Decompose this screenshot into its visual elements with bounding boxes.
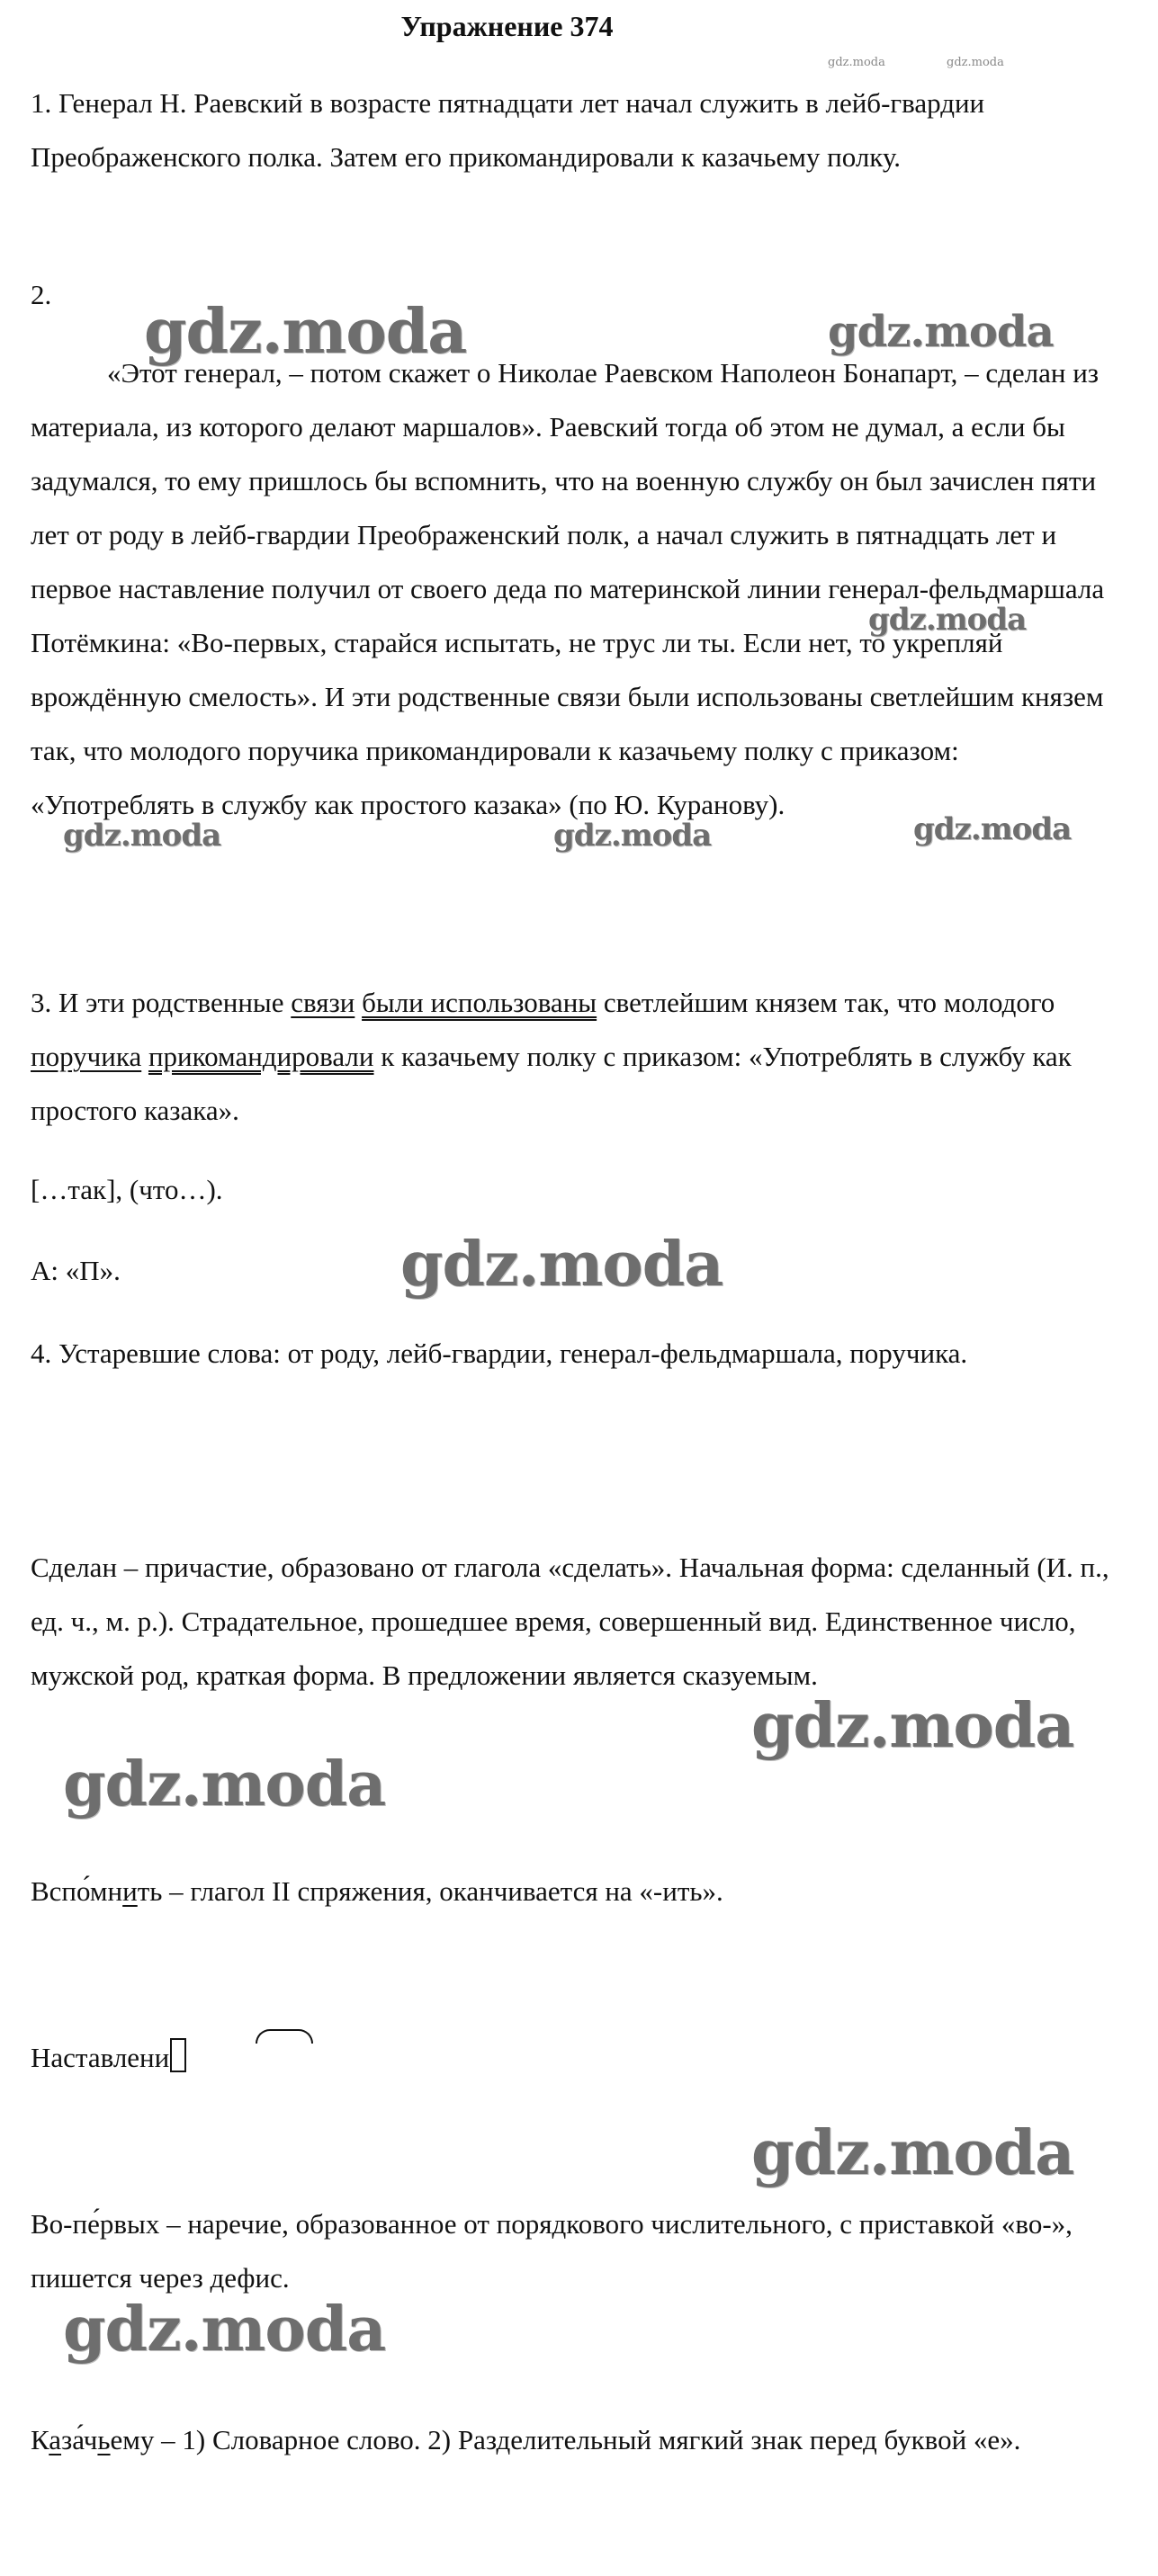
task-2-text: «Этот генерал, – потом скажет о Николае Раевском Наполеон Бонапарт, – сделан из материала, из которого делают маршалов». Раевский тогда об этом не думал, а если бы задумался, то ему пришлось бы вспомнить, что на военную службу он был зачислен пяти лет от роду в лейб-гвардии Преображенский полк, а начал служить в пятнадцать лет и первое наставление получил от своего деда по материнской линии генерал-фельдмаршала Потёмкина: «Во-первых, старайся испытать, не трус ли ты. Если нет, то укрепляй врождённую смелость». И эти родственные связи были использованы светлейшим князем так, что молодого поручика прикомандировали к казачьему полку с приказом: «Употреблять в службу как простого казака» (по Ю. Куранову). — [31, 357, 1105, 820]
watermark: gdz.moda — [63, 2294, 386, 2366]
predicate-word: прикомандировали — [148, 1041, 374, 1072]
analysis-nastavlenie — [31, 2031, 1110, 2085]
ending-box-mark — [170, 2038, 186, 2072]
watermark: gdz.moda — [751, 2117, 1074, 2189]
watermark: gdz.moda — [751, 1690, 1074, 1762]
watermark: gdz.moda — [63, 1749, 386, 1820]
analysis-kazachyemu: Каза́чьему – 1) Словарное слово. 2) Разделительный мягкий знак перед буквой «е». — [31, 2424, 1021, 2455]
watermark: gdz.moda — [553, 818, 712, 854]
watermark: gdz.moda — [828, 307, 1054, 357]
watermark: gdz.moda — [913, 811, 1072, 847]
watermark: gdz.moda — [947, 56, 1004, 69]
answer-label: А: «П». — [31, 1255, 121, 1286]
morpheme-word: Наставлени — [31, 2031, 186, 2085]
task-4-paragraph: 4. Устаревшие слова: от роду, лейб-гвардии, генерал-фельдмаршала, поручика. — [31, 1337, 968, 1369]
analysis-sdelan: Сделан – причастие, образовано от глагола «сделать». Начальная форма: сделанный (И. п., ед. ч., м. р.). Страдательное, прошедшее время, совершенный вид. Единственное число, мужской род, краткая форма. В предложении является сказуемым. — [31, 1552, 1109, 1691]
sentence-part: к казачьему полку с приказом: «Употреблять в службу как простого казака». — [31, 1041, 1072, 1126]
watermark: gdz.moda — [868, 602, 1027, 638]
ending-vowel: и — [122, 1875, 138, 1907]
sentence-scheme: […так], (что…). — [31, 1174, 223, 1205]
sentence-part: 3. И эти родственные — [31, 987, 292, 1018]
predicate-word: были использованы — [362, 987, 597, 1018]
suffix-arc-mark — [256, 2029, 313, 2044]
watermark: gdz.moda — [63, 818, 221, 854]
soft-sign-mark: ь — [97, 2424, 111, 2455]
subject-word: связи — [291, 987, 355, 1018]
subject-word: поручика — [31, 1041, 142, 1072]
analysis-vopervykh: Во-пе́рвых – наречие, образованное от порядкового числительного, с приставкой «во-», пишется через дефис. — [31, 2208, 1073, 2294]
watermark: gdz.moda — [144, 296, 467, 368]
watermark: gdz.moda — [828, 56, 885, 69]
page-title: Упражнение 374 — [400, 10, 614, 42]
task-2-number: 2. — [31, 279, 52, 310]
vowel-mark: а — [49, 2424, 62, 2455]
watermark: gdz.moda — [400, 1229, 723, 1301]
analysis-vspomnit: Вспо́мнить – глагол II спряжения, оканчивается на «-ить». — [31, 1875, 723, 1907]
task-1-paragraph: 1. Генерал Н. Раевский в возрасте пятнадцати лет начал служить в лейб-гвардии Преображенского полка. Затем его прикомандировали к казачьему полку. — [31, 87, 985, 173]
task-3-sentence — [31, 976, 1110, 1138]
sentence-part: светлейшим князем так, что молодого — [597, 987, 1055, 1018]
